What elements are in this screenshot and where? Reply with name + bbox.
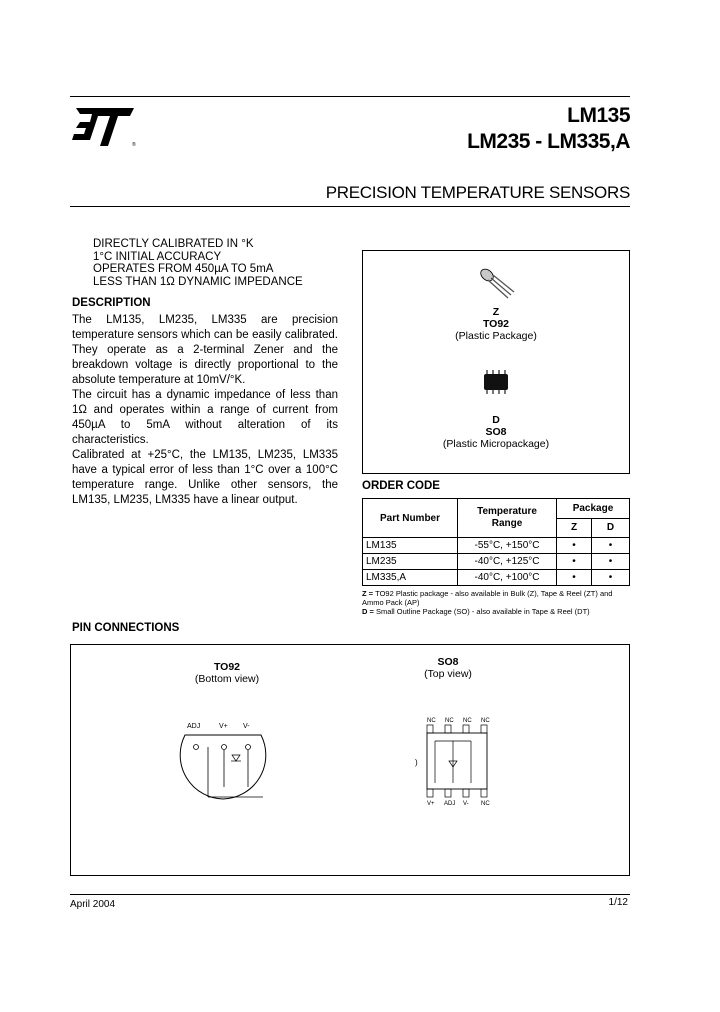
to92-pinout-diagram	[171, 717, 281, 809]
col-package-d: D	[591, 518, 629, 538]
to92-diagram-title	[167, 661, 287, 685]
so8-pin-label: NC	[481, 718, 490, 724]
to92-pin-label: V+	[219, 723, 228, 730]
note-z	[362, 589, 630, 607]
so8-diagram-title	[388, 656, 508, 680]
so8-pin-label: NC	[427, 718, 436, 724]
so8-pinout-diagram	[411, 713, 501, 807]
so8-subtitle: (Top view)	[424, 668, 472, 680]
table-row	[363, 554, 630, 570]
order-code-heading: ORDER CODE	[362, 480, 440, 492]
package-d-block	[363, 414, 629, 450]
feature-item: OPERATES FROM 450µA TO 5mA	[93, 263, 274, 275]
col-package-z: Z	[557, 518, 592, 538]
header-rule	[70, 96, 630, 97]
so8-pin-label: NC	[463, 718, 472, 724]
registered-mark: ®	[132, 142, 136, 148]
package-z-desc: (Plastic Package)	[455, 330, 537, 342]
cell-z: •	[557, 538, 592, 554]
description-body	[72, 313, 338, 508]
so8-pin-label: NC	[481, 801, 490, 807]
package-d-code: D	[492, 414, 500, 426]
order-code-table	[362, 498, 630, 586]
title-line1: LM135	[567, 104, 630, 127]
feature-item: 1°C INITIAL ACCURACY	[93, 250, 222, 263]
note-d	[362, 607, 630, 616]
package-d-desc: (Plastic Micropackage)	[442, 438, 550, 450]
description-paragraph: The LM135, LM235, LM335 are precision temperature sensors which can be easily calibrated. They operate as a 2-terminal Zener and the breakdown voltage is directly proportional to the absolute temperature at 10mV/°K.	[72, 314, 338, 386]
col-temperature-range: Temperature Range	[458, 499, 557, 538]
package-z-code: Z	[492, 306, 500, 318]
package-box	[362, 250, 630, 474]
feature-item: LESS THAN 1Ω DYNAMIC IMPEDANCE	[93, 275, 303, 288]
col-package: Package	[557, 499, 630, 519]
note-d-key: D =	[362, 607, 376, 616]
cell-range: -55°C, +150°C	[458, 538, 557, 554]
pin-connections-box	[70, 644, 630, 876]
feature-list	[93, 238, 303, 288]
cell-part: LM335,A	[363, 570, 458, 586]
package-z-block	[363, 306, 629, 342]
cell-d: •	[591, 554, 629, 570]
cell-range: -40°C, +100°C	[458, 570, 557, 586]
to92-title: TO92	[213, 661, 241, 673]
title-line2: LM235 - LM335,A	[467, 130, 630, 153]
so8-pin-label: V-	[463, 801, 469, 807]
cell-range: -40°C, +125°C	[458, 554, 557, 570]
page-title: PRECISION TEMPERATURE SENSORS	[325, 183, 630, 202]
order-code-notes	[362, 589, 630, 616]
footer-rule	[70, 894, 630, 895]
logo-text: ST	[70, 106, 72, 107]
note-z-key: Z =	[362, 589, 376, 598]
package-d-name: SO8	[485, 426, 507, 438]
so8-pin-label: V+	[427, 801, 435, 807]
feature-item: DIRECTLY CALIBRATED IN °K	[93, 238, 254, 250]
note-d-text: Small Outline Package (SO) - also available in Tape & Reel (DT)	[375, 607, 590, 616]
so8-package-icon	[478, 369, 514, 395]
cell-part: LM135	[363, 538, 458, 554]
description-paragraph: The circuit has a dynamic impedance of less than 1Ω and operates within a range of current from 450µA to 5mA without alteration of its characteristics.	[72, 389, 338, 446]
svg-text:): )	[415, 758, 418, 767]
so8-pin-label: ADJ	[444, 801, 456, 807]
so8-pin-label: NC	[445, 718, 454, 724]
so8-title: SO8	[437, 656, 459, 668]
cell-z: •	[557, 554, 592, 570]
footer-date: April 2004	[70, 899, 116, 910]
table-row	[363, 538, 630, 554]
cell-d: •	[591, 570, 629, 586]
description-paragraph: Calibrated at +25°C, the LM135, LM235, LM335 have a typical error of less than 1°C over a 100°C temperature range. Unlike other sensors, the LM135, LM235, LM335 have a linear output.	[72, 449, 338, 506]
cell-z: •	[557, 570, 592, 586]
note-z-text: TO92 Plastic package - also available in Bulk (Z), Tape & Reel (ZT) and Ammo Pack (AP)	[362, 589, 613, 607]
page-number: 1/12	[608, 897, 628, 908]
pin-connections-heading: PIN CONNECTIONS	[72, 622, 180, 634]
title-rule	[70, 206, 630, 207]
cell-part: LM235	[363, 554, 458, 570]
st-logo	[70, 106, 142, 148]
to92-pin-label: ADJ	[187, 723, 201, 730]
to92-pin-label: V-	[243, 723, 250, 730]
to92-subtitle: (Bottom view)	[194, 673, 260, 685]
description-heading: DESCRIPTION	[72, 297, 151, 309]
to92-package-icon	[473, 261, 519, 307]
table-row	[363, 570, 630, 586]
package-z-name: TO92	[482, 318, 510, 330]
cell-d: •	[591, 538, 629, 554]
col-part-number: Part Number	[363, 499, 458, 538]
